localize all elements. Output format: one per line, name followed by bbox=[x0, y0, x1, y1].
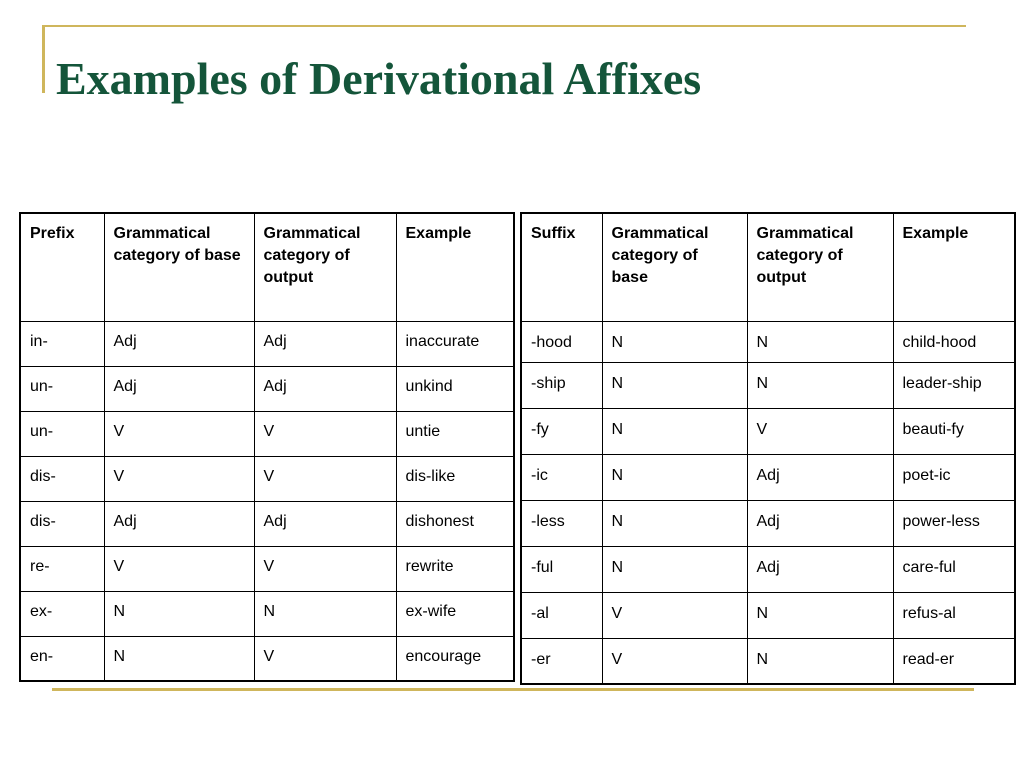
table-row bbox=[521, 362, 1015, 408]
prefix-header-row bbox=[20, 213, 514, 321]
example-cell: poet-ic bbox=[893, 454, 1015, 500]
table-row bbox=[20, 411, 514, 456]
base-category-cell: N bbox=[602, 546, 747, 592]
base-category-cell: N bbox=[602, 408, 747, 454]
prefix-table bbox=[19, 212, 515, 682]
table-row bbox=[20, 501, 514, 546]
example-cell: ex-wife bbox=[396, 591, 514, 636]
base-category-cell: V bbox=[602, 592, 747, 638]
suffix-table bbox=[520, 212, 1016, 685]
table-row bbox=[20, 636, 514, 681]
suffix-header-output-category: Grammatical category of output bbox=[747, 213, 893, 321]
prefix-cell: dis- bbox=[20, 501, 104, 546]
example-cell: power-less bbox=[893, 500, 1015, 546]
example-cell: dis-like bbox=[396, 456, 514, 501]
output-category-cell: V bbox=[254, 636, 396, 681]
table-row bbox=[521, 546, 1015, 592]
output-category-cell: Adj bbox=[254, 501, 396, 546]
prefix-cell: en- bbox=[20, 636, 104, 681]
output-category-cell: Adj bbox=[254, 321, 396, 366]
example-cell: dishonest bbox=[396, 501, 514, 546]
table-row bbox=[20, 546, 514, 591]
example-cell: beauti-fy bbox=[893, 408, 1015, 454]
base-category-cell: N bbox=[104, 591, 254, 636]
suffix-cell: -hood bbox=[521, 321, 602, 362]
base-category-cell: V bbox=[104, 546, 254, 591]
base-category-cell: Adj bbox=[104, 321, 254, 366]
prefix-cell: re- bbox=[20, 546, 104, 591]
prefix-header-output-category: Grammatical category of output bbox=[254, 213, 396, 321]
table-row bbox=[521, 321, 1015, 362]
suffix-header-example: Example bbox=[893, 213, 1015, 321]
suffix-header-affix: Suffix bbox=[521, 213, 602, 321]
suffix-cell: -ship bbox=[521, 362, 602, 408]
prefix-header-example: Example bbox=[396, 213, 514, 321]
example-cell: rewrite bbox=[396, 546, 514, 591]
base-category-cell: N bbox=[602, 362, 747, 408]
output-category-cell: V bbox=[254, 411, 396, 456]
output-category-cell: Adj bbox=[747, 546, 893, 592]
table-row bbox=[20, 366, 514, 411]
prefix-cell: un- bbox=[20, 366, 104, 411]
table-row bbox=[521, 592, 1015, 638]
table-row bbox=[521, 408, 1015, 454]
slide-title: Examples of Derivational Affixes bbox=[56, 53, 702, 104]
table-row bbox=[20, 591, 514, 636]
output-category-cell: V bbox=[747, 408, 893, 454]
base-category-cell: V bbox=[104, 456, 254, 501]
suffix-cell: -er bbox=[521, 638, 602, 684]
output-category-cell: Adj bbox=[254, 366, 396, 411]
suffix-cell: -ic bbox=[521, 454, 602, 500]
table-row bbox=[20, 456, 514, 501]
prefix-header-base-category: Grammatical category of base bbox=[104, 213, 254, 321]
top-decorative-rule bbox=[44, 25, 966, 27]
base-category-cell: N bbox=[602, 454, 747, 500]
example-cell: leader-ship bbox=[893, 362, 1015, 408]
suffix-header-base-category: Grammatical category of base bbox=[602, 213, 747, 321]
prefix-cell: in- bbox=[20, 321, 104, 366]
example-cell: untie bbox=[396, 411, 514, 456]
example-cell: unkind bbox=[396, 366, 514, 411]
base-category-cell: N bbox=[104, 636, 254, 681]
example-cell: encourage bbox=[396, 636, 514, 681]
base-category-cell: Adj bbox=[104, 501, 254, 546]
base-category-cell: Adj bbox=[104, 366, 254, 411]
table-row bbox=[521, 500, 1015, 546]
bottom-decorative-rule bbox=[52, 688, 974, 691]
example-cell: refus-al bbox=[893, 592, 1015, 638]
output-category-cell: Adj bbox=[747, 500, 893, 546]
table-row bbox=[521, 454, 1015, 500]
base-category-cell: N bbox=[602, 500, 747, 546]
suffix-cell: -less bbox=[521, 500, 602, 546]
output-category-cell: N bbox=[747, 321, 893, 362]
suffix-header-row bbox=[521, 213, 1015, 321]
example-cell: read-er bbox=[893, 638, 1015, 684]
prefix-cell: un- bbox=[20, 411, 104, 456]
prefix-header-affix: Prefix bbox=[20, 213, 104, 321]
output-category-cell: N bbox=[254, 591, 396, 636]
suffix-cell: -al bbox=[521, 592, 602, 638]
prefix-cell: ex- bbox=[20, 591, 104, 636]
example-cell: care-ful bbox=[893, 546, 1015, 592]
output-category-cell: V bbox=[254, 456, 396, 501]
output-category-cell: N bbox=[747, 592, 893, 638]
output-category-cell: V bbox=[254, 546, 396, 591]
base-category-cell: N bbox=[602, 321, 747, 362]
prefix-cell: dis- bbox=[20, 456, 104, 501]
base-category-cell: V bbox=[602, 638, 747, 684]
output-category-cell: Adj bbox=[747, 454, 893, 500]
example-cell: child-hood bbox=[893, 321, 1015, 362]
base-category-cell: V bbox=[104, 411, 254, 456]
table-row bbox=[20, 321, 514, 366]
suffix-cell: -fy bbox=[521, 408, 602, 454]
table-row bbox=[521, 638, 1015, 684]
output-category-cell: N bbox=[747, 638, 893, 684]
left-decorative-rule bbox=[42, 25, 45, 93]
example-cell: inaccurate bbox=[396, 321, 514, 366]
suffix-cell: -ful bbox=[521, 546, 602, 592]
output-category-cell: N bbox=[747, 362, 893, 408]
